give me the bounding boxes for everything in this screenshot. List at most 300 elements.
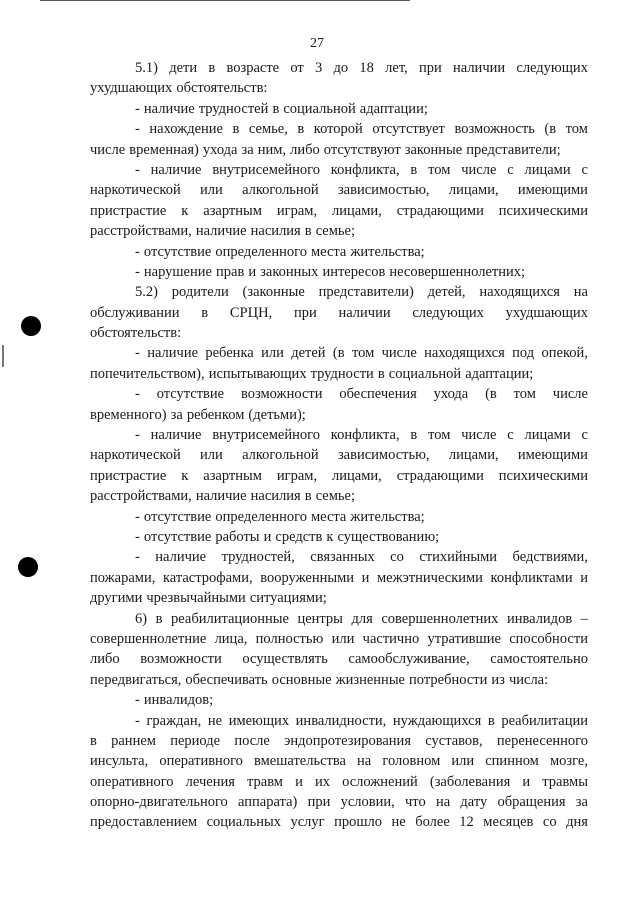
word: представители)	[318, 284, 414, 301]
word: обстоятельств:	[90, 325, 182, 342]
word: в	[232, 121, 240, 138]
word: чрезвычайными	[146, 590, 246, 607]
word: 18	[359, 60, 374, 76]
text-line	[90, 649, 588, 669]
word: в	[208, 60, 216, 76]
text-line	[90, 58, 588, 78]
word: числе	[461, 427, 497, 444]
text-line	[90, 343, 588, 363]
word: наличие	[150, 427, 202, 444]
word: прошло	[334, 814, 383, 831]
word: ухода	[433, 386, 469, 403]
word: пристрастие	[90, 467, 167, 484]
word: от	[290, 60, 304, 76]
word: дети	[169, 60, 198, 76]
word: обращения	[497, 794, 566, 811]
word: к	[181, 467, 189, 484]
word: отсутствие	[156, 386, 225, 403]
word: определенного	[215, 243, 307, 260]
word: расстройствами,	[90, 488, 192, 505]
word: насилия	[250, 223, 301, 240]
text-line	[90, 690, 588, 710]
word: инвалидов;	[143, 692, 214, 709]
word: частично	[362, 630, 420, 647]
word: жительства;	[350, 243, 425, 260]
word: определенного	[215, 508, 307, 525]
word: более	[415, 814, 450, 831]
text-line	[90, 711, 588, 731]
word: СРЦН,	[229, 304, 273, 321]
word: при	[293, 304, 317, 321]
word: при	[307, 794, 331, 811]
word: другими	[90, 590, 143, 607]
word: инвалидов	[506, 610, 573, 627]
word: и	[263, 528, 272, 545]
word: наличии	[453, 60, 506, 76]
text-line	[90, 262, 588, 282]
word: в	[272, 100, 280, 117]
word: с	[507, 161, 514, 178]
text-line	[90, 486, 588, 506]
word: средств	[275, 528, 323, 545]
word: (детьми);	[248, 406, 306, 423]
text-line	[90, 303, 588, 323]
text-line	[90, 384, 588, 404]
word: в	[155, 610, 163, 627]
word: места	[311, 243, 347, 260]
word: наличие	[143, 100, 195, 117]
word: наличие	[195, 223, 247, 240]
word: пожарами,	[90, 569, 156, 586]
word: страдающими	[396, 467, 484, 484]
text-line	[90, 751, 588, 771]
word: к	[181, 202, 189, 219]
word: числе	[552, 386, 588, 403]
word: наличие	[195, 488, 247, 505]
text-line	[90, 466, 588, 486]
word: с	[507, 427, 514, 444]
word: -	[135, 345, 140, 362]
word: травм	[247, 773, 283, 790]
word: на	[573, 284, 588, 301]
word: внутрисемейного	[212, 427, 320, 444]
word: нахождение	[149, 121, 223, 138]
word: ситуациями;	[249, 590, 327, 607]
word: -	[135, 243, 140, 260]
word: возможность	[454, 121, 535, 138]
word: возможности	[140, 651, 222, 668]
word: реабилитации	[501, 712, 588, 729]
word: с	[581, 161, 588, 178]
word: вмешательства	[254, 753, 346, 770]
word: находящихся	[479, 284, 560, 301]
word: обеспечивать	[185, 671, 268, 688]
word: потребности	[409, 671, 488, 688]
text-line	[90, 405, 588, 425]
punch-hole-mark	[18, 557, 38, 577]
word: ухудшающих	[505, 304, 588, 321]
word: детей	[291, 345, 326, 362]
word: нарушение	[143, 263, 212, 280]
word: зависимостью,	[337, 447, 430, 464]
word: семье,	[248, 121, 288, 138]
word: 5.2)	[135, 284, 158, 301]
word: со	[542, 814, 557, 831]
text-line	[90, 180, 588, 200]
word: (законные	[242, 284, 305, 301]
word: в	[201, 304, 209, 321]
word: инсульта,	[90, 753, 149, 770]
word: (в	[544, 121, 557, 138]
word: места	[311, 508, 347, 525]
word: центры	[297, 610, 343, 627]
word: из	[491, 671, 505, 688]
word: лет,	[385, 60, 408, 76]
word: -	[135, 161, 140, 178]
text-line	[90, 282, 588, 302]
word: числе	[381, 345, 417, 362]
text-line	[90, 445, 588, 465]
word: конфликта,	[330, 161, 400, 178]
word: (в	[332, 345, 345, 362]
word: играм,	[276, 202, 318, 219]
word: психическими	[498, 202, 588, 219]
word: лицами	[524, 427, 571, 444]
word: аппарата)	[238, 794, 298, 811]
word: полностью	[255, 630, 324, 647]
word: эндопротезирования	[284, 732, 411, 749]
word: испытывающих	[208, 365, 307, 382]
word: условии,	[340, 794, 395, 811]
word: при	[418, 60, 442, 76]
text-line	[90, 629, 588, 649]
word: отсутствует	[372, 121, 445, 138]
word: либо	[90, 651, 120, 668]
word: отсутствие	[143, 243, 212, 260]
word: суставов,	[425, 732, 483, 749]
word: 5.1)	[135, 60, 158, 76]
word: оперативного	[90, 773, 174, 790]
word: азартным	[203, 467, 262, 484]
text-line	[90, 160, 588, 180]
word: катастрофами,	[162, 569, 253, 586]
punch-hole-mark	[21, 316, 41, 336]
word: -	[135, 121, 140, 138]
word: основные	[271, 671, 332, 688]
word: реабилитационные	[171, 610, 289, 627]
word: отсутствуют	[323, 141, 401, 158]
word: азартным	[203, 202, 262, 219]
word: зависимостью,	[337, 182, 430, 199]
word: до	[333, 60, 349, 76]
word: -	[135, 386, 140, 403]
text-line	[90, 140, 588, 160]
word: лицами	[524, 161, 571, 178]
word: временная)	[129, 141, 199, 158]
word: конфликта,	[330, 427, 400, 444]
text-line	[90, 812, 588, 832]
text-line	[90, 201, 588, 221]
word: перенесенного	[496, 732, 588, 749]
word: существованию;	[337, 528, 440, 545]
word: -	[135, 427, 140, 444]
word: способности	[509, 630, 588, 647]
word: алкогольной	[242, 447, 319, 464]
word: утратившие	[427, 630, 501, 647]
word: самообслуживание,	[348, 651, 470, 668]
word: к	[326, 528, 334, 545]
text-line	[90, 364, 588, 384]
word: или	[200, 447, 223, 464]
text-line	[90, 119, 588, 139]
word: ним,	[257, 141, 287, 158]
word: после	[234, 732, 270, 749]
text-line	[90, 425, 588, 445]
word: семье;	[315, 223, 355, 240]
word: -	[135, 100, 140, 117]
word: социальных	[206, 814, 281, 831]
text-line	[90, 323, 588, 343]
word: имеющих	[228, 712, 290, 729]
word: и	[248, 263, 257, 280]
word: числа:	[508, 671, 549, 688]
text-line	[90, 568, 588, 588]
word: внутрисемейного	[212, 161, 320, 178]
word: с	[581, 427, 588, 444]
word: лицами,	[448, 182, 499, 199]
word: (заболевания	[429, 773, 511, 790]
word: граждан,	[146, 712, 202, 729]
word: самостоятельно	[490, 651, 588, 668]
word: психическими	[498, 467, 588, 484]
word: -	[135, 508, 140, 525]
text-line	[90, 242, 588, 262]
word: несовершеннолетних;	[389, 263, 526, 280]
word: которой	[313, 121, 363, 138]
word: трудностей	[198, 100, 269, 117]
word: либо	[290, 141, 320, 158]
word: межэтническими	[376, 569, 483, 586]
word: вооруженными	[260, 569, 355, 586]
text-line	[90, 731, 588, 751]
word: -	[135, 528, 140, 545]
word: и	[580, 569, 588, 586]
word: 12	[459, 814, 474, 831]
word: возможности	[240, 386, 323, 403]
word: нуждающихся	[392, 712, 482, 729]
word: интересов	[322, 263, 386, 280]
word: наркотической	[90, 182, 181, 199]
word: числе	[461, 161, 497, 178]
word: работы	[215, 528, 260, 545]
word: социальной	[283, 100, 356, 117]
word: совершеннолетних	[381, 610, 499, 627]
word: трудности	[310, 365, 374, 382]
word: обстоятельств:	[176, 80, 268, 97]
word: лицами,	[448, 447, 499, 464]
word: наркотической	[90, 447, 181, 464]
word: их	[314, 773, 330, 790]
word: мозге,	[549, 753, 588, 770]
word: представители;	[466, 141, 561, 158]
word: спинном	[485, 753, 539, 770]
word: семье;	[315, 488, 355, 505]
word: за	[575, 794, 588, 811]
word: ухудшающих	[90, 80, 173, 97]
word: за	[170, 406, 183, 423]
word: наличие	[155, 549, 207, 566]
word: находящихся	[424, 345, 505, 362]
word: в	[487, 712, 495, 729]
word: лечения	[185, 773, 235, 790]
word: жизненные	[335, 671, 405, 688]
text-line	[90, 507, 588, 527]
word: –	[580, 610, 588, 627]
word: пристрастие	[90, 202, 167, 219]
word: 3	[315, 60, 323, 76]
word: лица,	[214, 630, 248, 647]
word: числе	[90, 141, 126, 158]
word: не	[391, 814, 406, 831]
text-line	[90, 99, 588, 119]
word: попечительством),	[90, 365, 205, 382]
word: возрасте	[226, 60, 280, 76]
word: передвигаться,	[90, 671, 182, 688]
word: стихийными	[419, 549, 498, 566]
word: адаптации;	[359, 100, 428, 117]
word: следующих	[516, 60, 588, 76]
text-line	[90, 670, 588, 690]
word: страдающими	[396, 202, 484, 219]
word: детей,	[427, 284, 466, 301]
page-number: 27	[310, 36, 324, 51]
word: том	[428, 427, 451, 444]
word: отсутствие	[143, 528, 212, 545]
word: законных	[260, 263, 319, 280]
word: имеющими	[517, 182, 588, 199]
word: обслуживании	[90, 304, 180, 321]
word: и	[295, 773, 303, 790]
word: в	[304, 223, 312, 240]
word: не	[207, 712, 223, 729]
top-border-line	[40, 0, 410, 1]
word: опорно-двигательного	[90, 794, 228, 811]
text-line	[90, 547, 588, 567]
word: раннем	[111, 732, 156, 749]
word: или	[261, 345, 284, 362]
word: в	[410, 161, 418, 178]
word: осуществлять	[242, 651, 328, 668]
word: лицами,	[332, 202, 382, 219]
word: -	[135, 692, 140, 709]
word: родители	[171, 284, 229, 301]
word: наличие	[150, 161, 202, 178]
word: следующих	[412, 304, 484, 321]
word: 6)	[135, 610, 148, 627]
word: -	[135, 549, 140, 566]
word: играм,	[276, 467, 318, 484]
text-line	[90, 588, 588, 608]
word: том	[428, 161, 451, 178]
word: совершеннолетние	[90, 630, 207, 647]
word: том	[565, 121, 588, 138]
scan-edge-mark	[2, 345, 4, 367]
word: ребенком	[186, 406, 245, 423]
word: связанных	[310, 549, 375, 566]
text-line	[90, 772, 588, 792]
word: бедствиями,	[512, 549, 588, 566]
text-line	[90, 78, 588, 98]
word: за	[241, 141, 254, 158]
word: конфликтами	[490, 569, 573, 586]
word: наличии	[338, 304, 391, 321]
text-line	[90, 527, 588, 547]
word: со	[390, 549, 404, 566]
document-body	[90, 58, 588, 833]
word: дату	[460, 794, 488, 811]
word: для	[351, 610, 373, 627]
word: том	[351, 345, 375, 362]
word: травмы	[542, 773, 588, 790]
text-line	[90, 609, 588, 629]
text-line	[90, 221, 588, 241]
word: том	[513, 386, 536, 403]
word: предоставлением	[90, 814, 198, 831]
word: обеспечения	[339, 386, 417, 403]
word: в	[377, 365, 385, 382]
text-line	[90, 792, 588, 812]
word: социальной	[388, 365, 462, 382]
word: головном	[382, 753, 441, 770]
word: оперативного	[159, 753, 243, 770]
word: временного)	[90, 406, 167, 423]
word: под	[512, 345, 535, 362]
word: отсутствие	[143, 508, 212, 525]
word: законные	[404, 141, 463, 158]
word: дня	[566, 814, 588, 831]
word: или	[451, 753, 475, 770]
word: алкогольной	[242, 182, 319, 199]
word: (в	[485, 386, 497, 403]
word: расстройствами,	[90, 223, 192, 240]
word: осложнений	[342, 773, 418, 790]
word: инвалидности,	[295, 712, 387, 729]
word: и	[522, 773, 531, 790]
word: в	[410, 427, 418, 444]
word: лицами,	[332, 467, 382, 484]
word: в	[304, 488, 312, 505]
word: -	[135, 263, 140, 280]
word: в	[297, 121, 305, 138]
word: или	[331, 630, 355, 647]
word: ухода	[202, 141, 238, 158]
word: -	[135, 712, 140, 729]
word: прав	[216, 263, 245, 280]
word: трудностей,	[221, 549, 295, 566]
word: наличие	[147, 345, 199, 362]
word: на	[357, 753, 372, 770]
word: адаптации;	[465, 365, 534, 382]
word: периоде	[170, 732, 221, 749]
word: и	[361, 569, 370, 586]
word: на	[435, 794, 451, 811]
word: имеющими	[517, 447, 588, 464]
word: месяцев	[483, 814, 534, 831]
word: в	[90, 732, 97, 749]
word: услуг	[290, 814, 325, 831]
word: что	[405, 794, 426, 811]
word: опекой,	[541, 345, 588, 362]
